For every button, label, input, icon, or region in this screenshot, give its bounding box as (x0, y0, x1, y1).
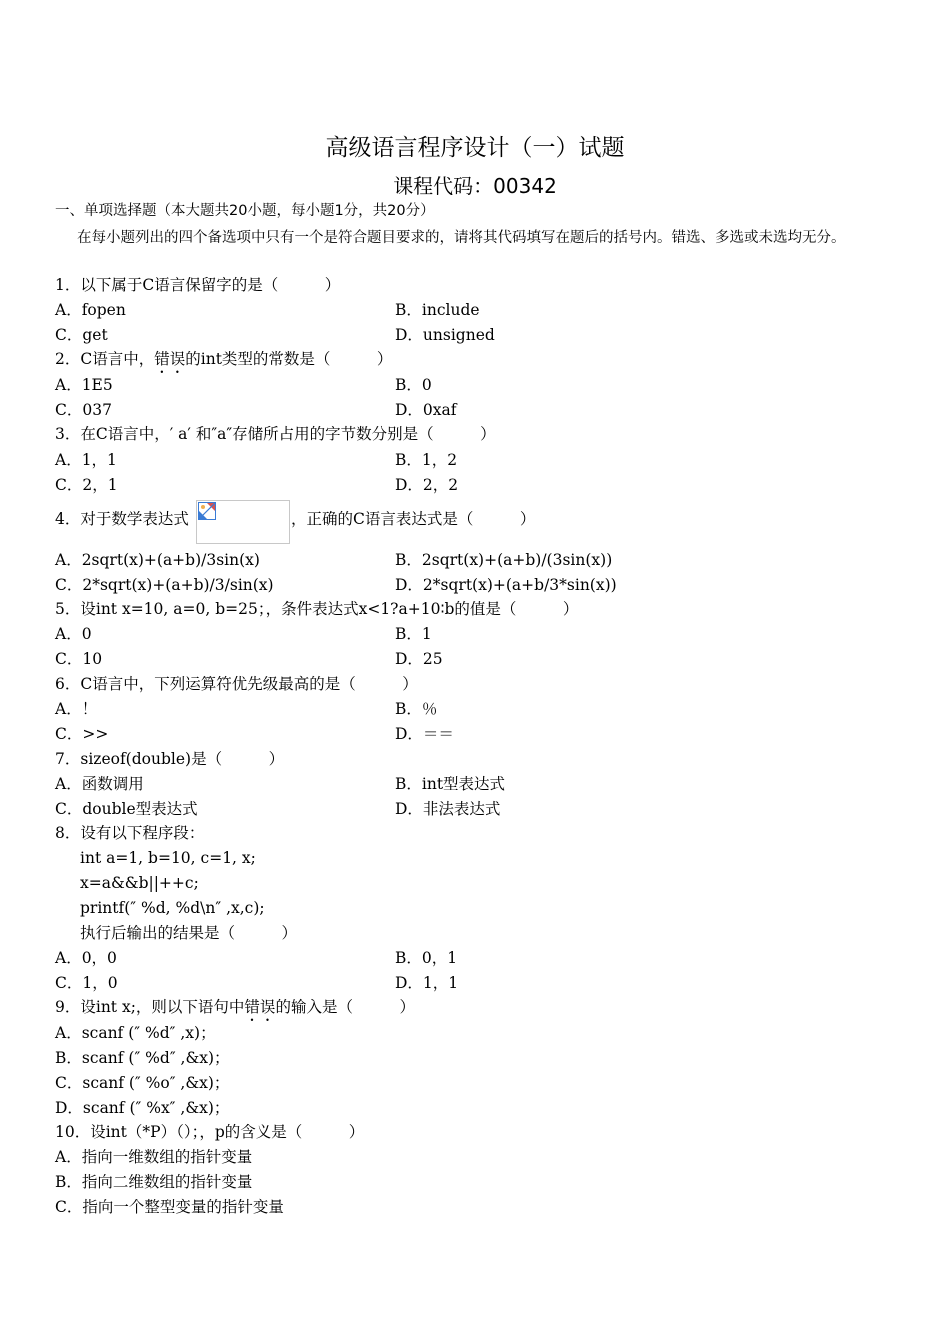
question-4-option-a: A．2sqrt(x)+(a+b)/3sin(x) (55, 551, 260, 569)
formula-image-placeholder (196, 500, 290, 544)
question-3-stem: 3．在C语言中，′ a′ 和″a″存储所占用的字节数分别是（ ） (55, 425, 496, 443)
page-title: 高级语言程序设计（一）试题 (325, 135, 625, 161)
question-8-code-line: printf(″ %d, %d\n″ ,x,c); (80, 899, 265, 917)
question-5-option-a: A．0 (55, 625, 92, 643)
question-3-option-b: B．1，2 (395, 451, 458, 469)
question-2-stem-emphasis: 错误 (154, 350, 186, 368)
question-5-option-c: C．10 (55, 650, 103, 668)
question-2-option-d: D．0xaf (395, 401, 457, 419)
question-6-option-c: C．>> (55, 725, 109, 743)
question-2-option-a: A．1E5 (55, 376, 113, 394)
question-9-stem-emphasis: 错误 (244, 998, 276, 1016)
question-4-option-b: B．2sqrt(x)+(a+b)/(3sin(x)) (395, 551, 613, 569)
question-6-option-d: D．＝＝ (395, 725, 454, 743)
question-8-option-b: B．0，1 (395, 949, 458, 967)
question-2-stem (55, 349, 392, 377)
question-2-stem-pre: 2．C语言中， (55, 350, 155, 368)
question-9-stem-pre: 9．设int x;，则以下语句中 (55, 998, 245, 1016)
question-7-option-c: C．double型表达式 (55, 800, 198, 818)
question-6-stem: 6．C语言中，下列运算符优先级最高的是（ ） (55, 675, 418, 693)
question-8-option-a: A．0，0 (55, 949, 117, 967)
question-9-stem-post: 的输入是（ ） (275, 998, 415, 1016)
question-2-stem-post: 的int类型的常数是（ ） (185, 350, 393, 368)
question-2-option-c: C．037 (55, 401, 112, 419)
question-9-option-a: A．scanf (″ %d″ ,x)； (55, 1024, 216, 1042)
question-2-option-b: B．0 (395, 376, 432, 394)
question-5-option-d: D．25 (395, 650, 443, 668)
question-4-option-d: D．2*sqrt(x)+(a+b/3*sin(x)) (395, 576, 617, 594)
question-10-option-c: C．指向一个整型变量的指针变量 (55, 1198, 284, 1216)
question-6-option-a: A．！ (55, 700, 98, 718)
question-4-option-c: C．2*sqrt(x)+(a+b)/3/sin(x) (55, 576, 274, 594)
question-8-option-c: C．1，0 (55, 974, 118, 992)
question-10-option-b: B．指向二维数组的指针变量 (55, 1173, 253, 1191)
question-1-stem: 1．以下属于C语言保留字的是（ ） (55, 276, 341, 294)
question-8-tail: 执行后输出的结果是（ ） (80, 924, 298, 942)
question-3-option-c: C．2，1 (55, 476, 118, 494)
question-6-option-b: B．％ (395, 700, 438, 718)
section-heading: 一、单项选择题（本大题共20小题，每小题1分，共20分） (55, 203, 435, 219)
question-3-option-d: D．2，2 (395, 476, 459, 494)
question-3-option-a: A．1，1 (55, 451, 117, 469)
question-9-option-d: D．scanf (″ %x″ ,&x)； (55, 1099, 230, 1117)
question-4-stem-pre: 4．对于数学表达式 (55, 510, 189, 528)
question-7-option-a: A．函数调用 (55, 775, 144, 793)
question-1-option-a: A．fopen (55, 301, 126, 319)
question-8-code-line: x=a&&b||++c; (80, 874, 199, 892)
question-1-option-d: D．unsigned (395, 326, 495, 344)
question-5-option-b: B．1 (395, 625, 432, 643)
question-4-stem-post: ，正确的C语言表达式是（ ） (291, 510, 536, 528)
question-9-option-c: C．scanf (″ %o″ ,&x)； (55, 1074, 230, 1092)
question-7-stem: 7．sizeof(double)是（ ） (55, 750, 285, 768)
section-instruction: 在每小题列出的四个备选项中只有一个是符合题目要求的，请将其代码填写在题后的括号内。错选、多选或未选均无分。 (77, 230, 846, 246)
question-5-stem: 5．设int x=10, a=0, b=25；，条件表达式x<1?a+10∶b的值是（ ） (55, 600, 579, 618)
question-8-stem: 8．设有以下程序段： (55, 824, 205, 842)
course-code: 课程代码：00342 (393, 174, 557, 198)
question-10-option-a: A．指向一维数组的指针变量 (55, 1148, 253, 1166)
question-1-option-c: C．get (55, 326, 108, 344)
question-10-stem: 10．设int（*P）（）；，p的含义是（ ） (55, 1123, 365, 1141)
question-1-option-b: B．include (395, 301, 480, 319)
question-9-stem (55, 997, 415, 1025)
question-7-option-b: B．int型表达式 (395, 775, 506, 793)
question-8-option-d: D．1，1 (395, 974, 459, 992)
question-7-option-d: D．非法表达式 (395, 800, 501, 818)
question-8-code-line: int a=1, b=10, c=1, x; (80, 849, 256, 867)
question-9-option-b: B．scanf (″ %d″ ,&x)； (55, 1049, 230, 1067)
broken-image-icon (198, 502, 216, 520)
